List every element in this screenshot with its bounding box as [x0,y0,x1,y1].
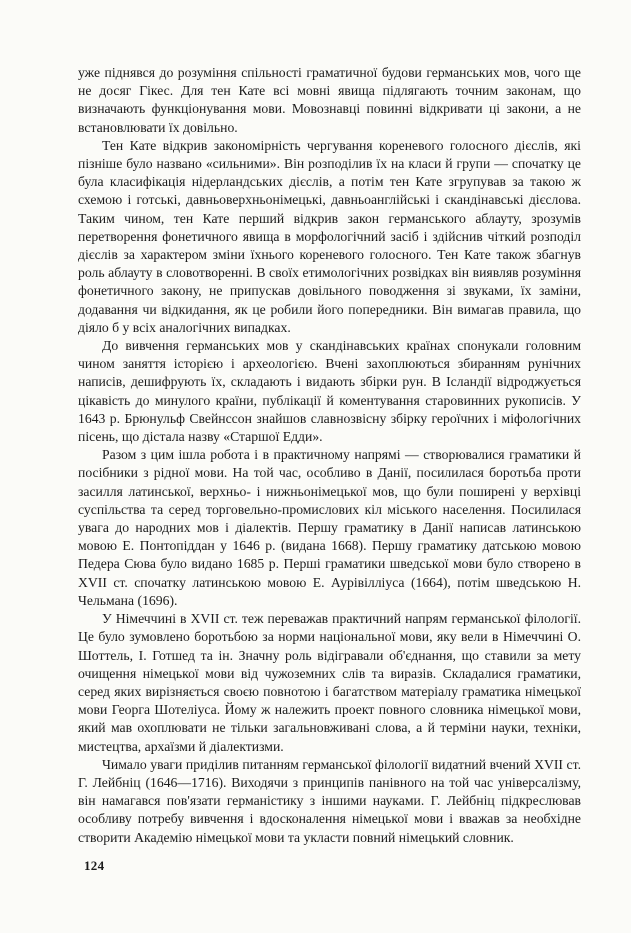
paragraph-leibniz: Чимало уваги приділив питанням германської філології видатний вчений XVII ст. Г. Лейбніц (1646—1716). Виходячи з принципів панівного на той час універсалізму, він намагався пов'язати германістику з іншими науками. Г. Лейбніц підкреслював особливу потребу вивчення і вдосконалення німецької мови і вважав за необхідне створити Академію німецької мови та укласти повний німецький словник. [78,756,581,845]
paragraph-continuation: уже піднявся до розуміння спільності граматичної будови германських мов, чого ще не досяг Гікес. Для тен Кате всі мовні явища підлягають точним законам, що визначають функціонування мови. Мовознавці повинні відкривати ці закони, а не встановлювати їх довільно. [78,65,581,135]
paragraph-ten-kate: Тен Кате відкрив закономірність чергування кореневого голосного дієслів, які пізніше було названо «сильними». Він розподілив їх на класи й групи — спочатку це була класифікація нідерландських дієслів, а потім тен Кате згрупував за такою ж схемою і готські, давньоверхньонімецькі, давньоанглійські і скандінавські дієслова. Таким чином, тен Кате перший відкрив закон германського аблауту, зрозумів перетворення фонетичного явища в морфологічний засіб і здійснив чіткий розподіл дієслів за характером зміни їхнього кореневого голосного. Тен Кате також збагнув роль аблауту в словотворенні. В своїх етимологічних розвідках він виявляв розуміння фонетичного закону, не припускав довільного поводження зі звуками, їх заміни, додавання чи відкидання, як це робили його попередники. Він вимагав правила, що діяло б у всіх аналогічних випадках. [78,137,581,335]
paragraph-grammars: Разом з цим ішла робота і в практичному напрямі — створювалися граматики й посібники з рідної мови. На той час, особливо в Данії, посилилася боротьба проти засилля латинської, верхньо- і нижньонімецької мов, що були поширені у верхівці суспільства та серед торговельно-промислових кіл міського населення. Посилилася увага до народних мов і діалектів. Першу граматику в Данії написав латинською мовою Е. Понтопіддан у 1646 р. (видана 1668). Першу граматику датською мовою Педера Сюва було видано 1685 р. Перші граматики шведської мови було створено в XVII ст. спочатку латинською мовою Е. Аурівілліуса (1664), потім шведською Н. Чельмана (1696). [78,447,581,608]
body-text [78,64,581,847]
paragraph-germany: У Німеччині в XVII ст. теж переважав практичний напрям германської філології. Це було зумовлено боротьбою за норми національної мови, яку вели в Німеччині О. Шоттель, І. Готшед та ін. Значну роль відігравали об'єднання, що ставили за мету очищення німецької мови від чужоземних слів та виразів. Складалися граматики, серед яких вирізняється своєю повнотою і багатством матеріалу граматика німецької мови Георга Шотеліуса. Йому ж належить проект повного словника німецької мови, який мав охоплювати не тільки загальновживані слова, а й терміни науки, техніки, мистецтва, архаїзми й діалектизми. [78,611,581,754]
paragraph-scandinavia: До вивчення германських мов у скандінавських країнах спонукали головним чином заняття історією і археологією. Вчені захоплюються збиранням рунічних написів, дешифрують їх, складають і видають збірки рун. В Ісландії відроджується цікавість до минулого країни, публікації й коментування старовинних рукописів. У 1643 р. Брюнульф Свейнссон знайшов славнозвісну збірку героїчних і міфологічних пісень, що дістала назву «Старшої Едди». [78,338,581,445]
page-number: 124 [84,858,105,873]
